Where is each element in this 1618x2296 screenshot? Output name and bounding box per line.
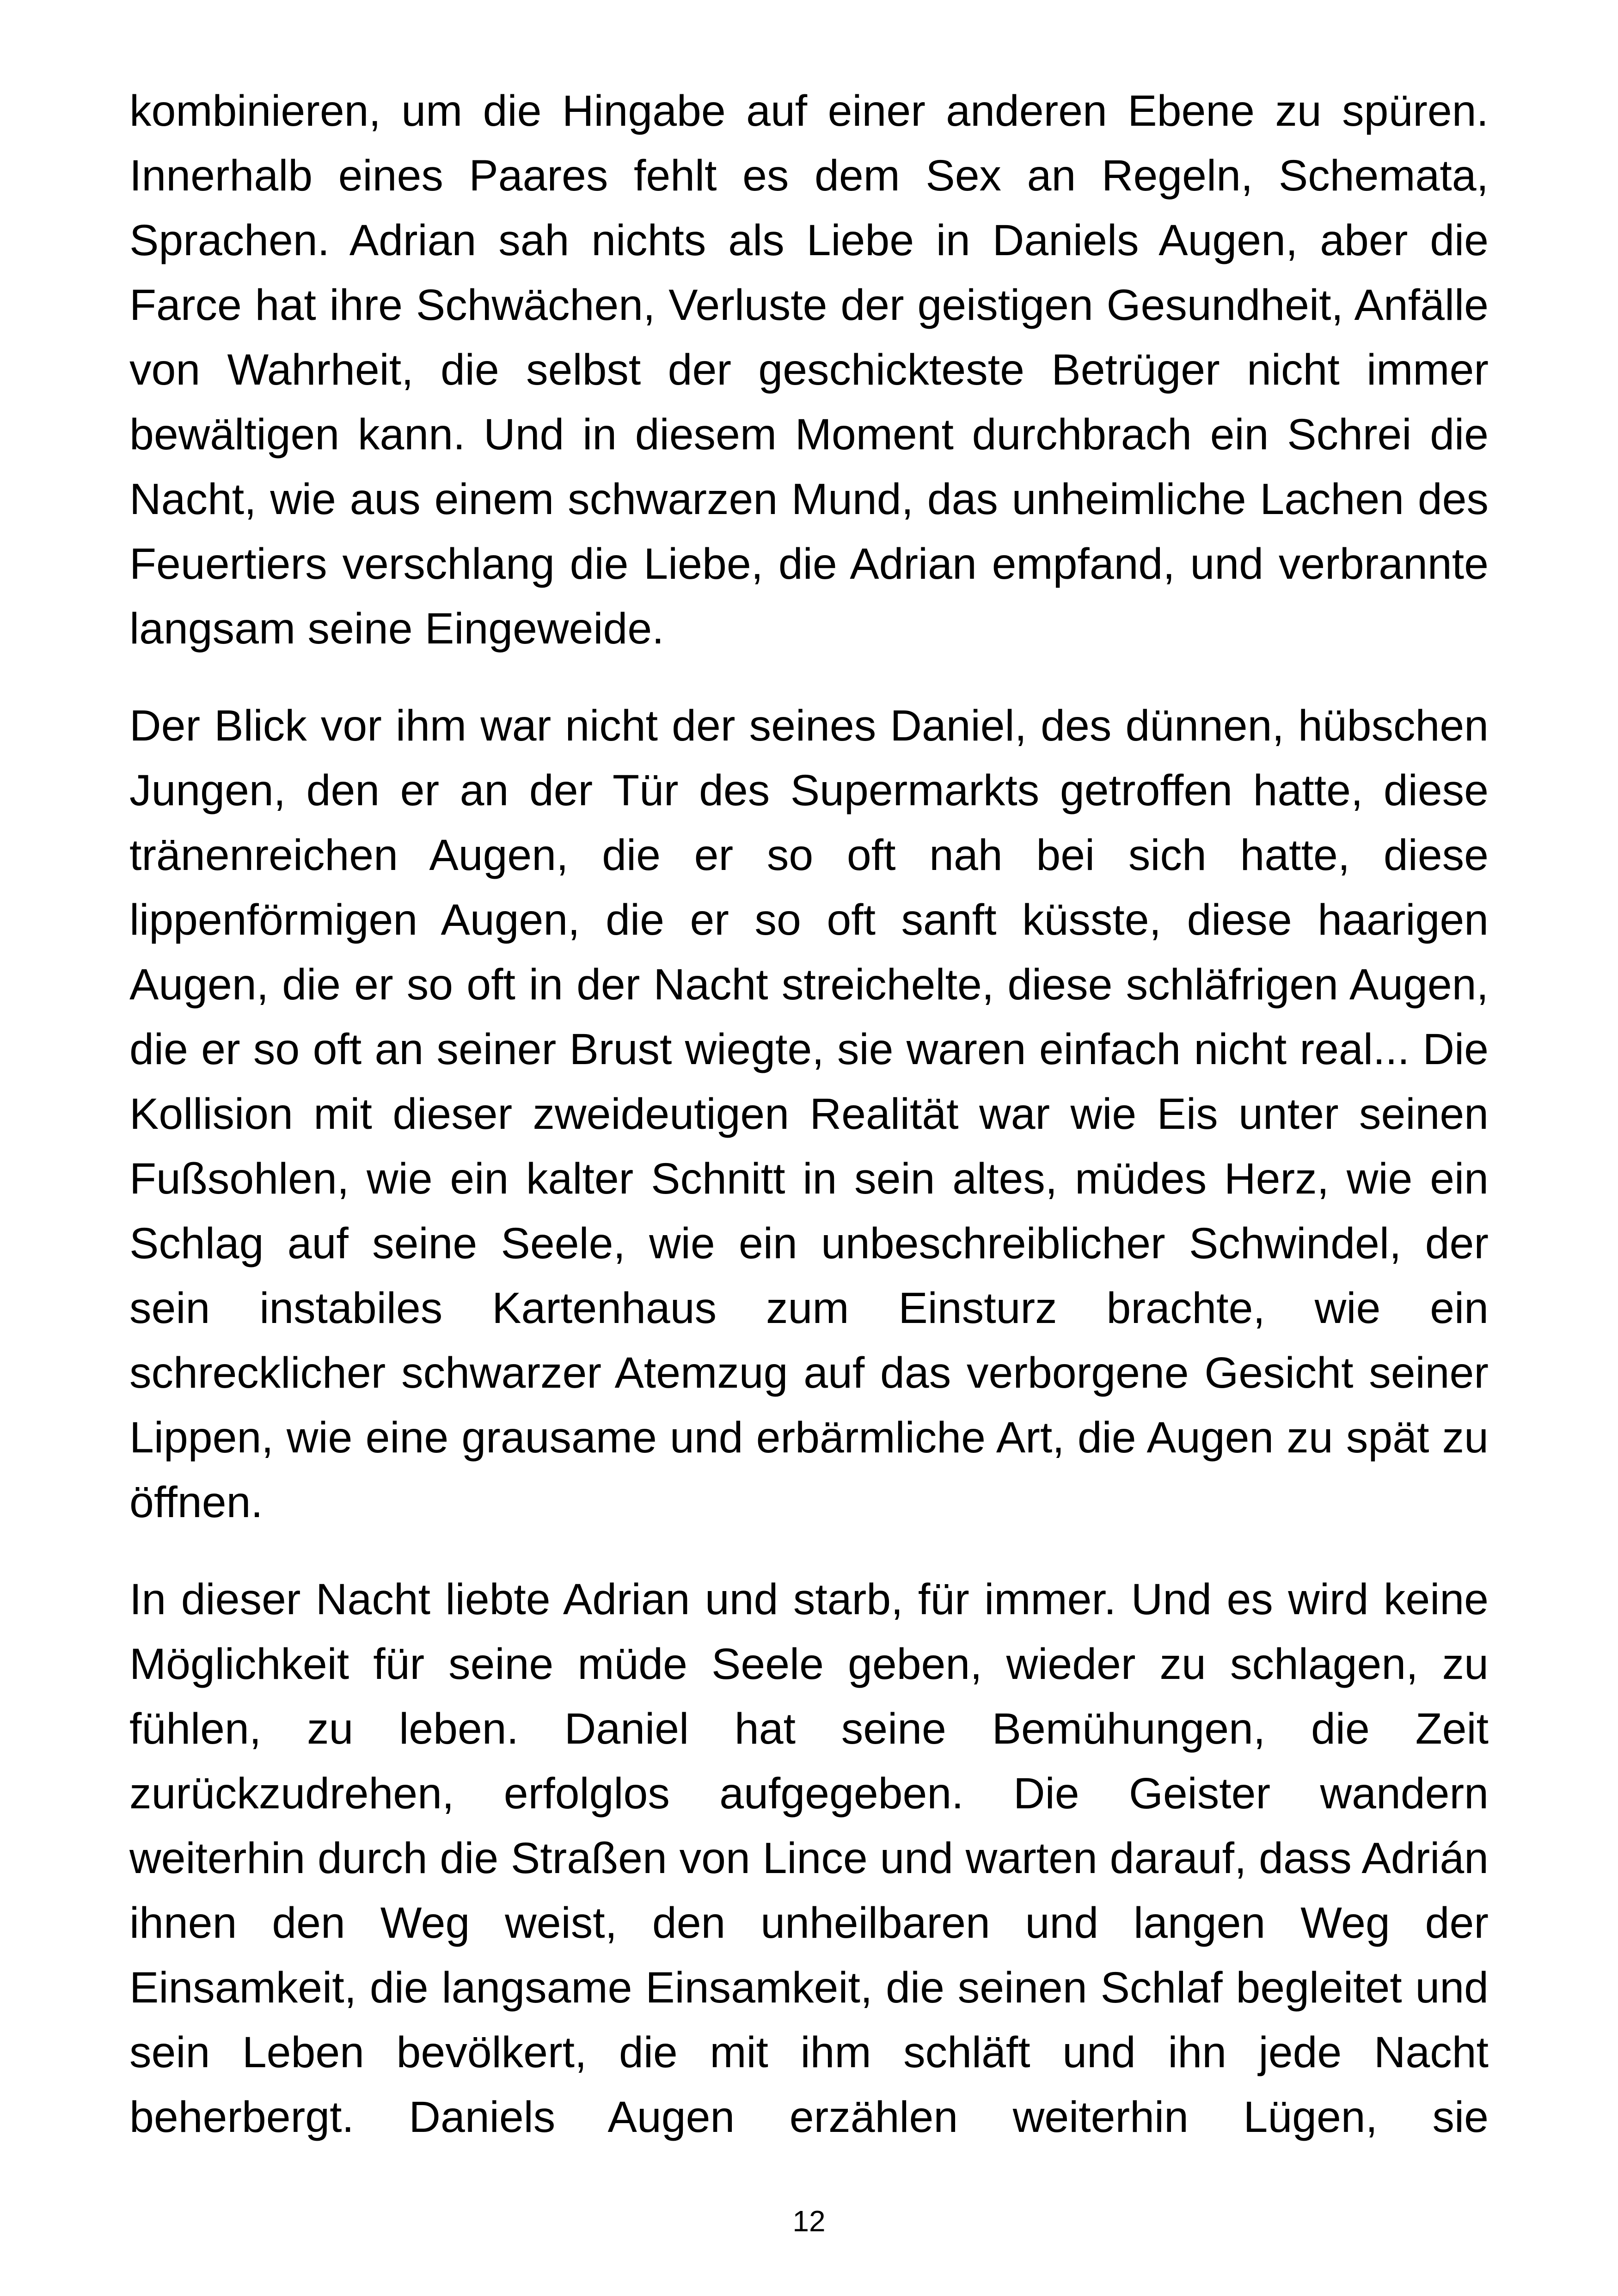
paragraph-1: kombinieren, um die Hingabe auf einer anderen Ebene zu spüren. Innerhalb eines Paares fehlt es dem Sex an Regeln, Schemata, Sprachen. Adrian sah nichts als Liebe in Daniels Augen, aber die Farce hat ihre Schwächen, Verluste der geistigen Gesundheit, Anfälle von Wahrheit, die selbst der geschickteste Betrüger nicht immer bewältigen kann. Und in diesem Moment durchbrach ein Schrei die Nacht, wie aus einem schwarzen Mund, das unheimliche Lachen des Feuertiers verschlang die Liebe, die Adrian empfand, und verbrannte langsam seine Eingeweide. [129,86,1489,653]
body-text [129,79,1489,2149]
paragraph-3: In dieser Nacht liebte Adrian und starb, für immer. Und es wird keine Möglichkeit für seine müde Seele geben, wieder zu schlagen, zu fühlen, zu leben. Daniel hat seine Bemühungen, die Zeit zurückzudrehen, erfolglos aufgegeben. Die Geister wandern weiterhin durch die Straßen von Lince und warten darauf, dass Adrián ihnen den Weg weist, den unheilbaren und langen Weg der Einsamkeit, die langsame Einsamkeit, die seinen Schlaf begleitet und sein Leben bevölkert, die mit ihm schläft und ihn jede Nacht beherbergt. Daniels Augen erzählen weiterhin Lügen, sie [129,1575,1489,2142]
page-number: 12 [792,2204,826,2238]
paragraph-2: Der Blick vor ihm war nicht der seines Daniel, des dünnen, hübschen Jungen, den er an der Tür des Supermarkts getroffen hatte, diese tränenreichen Augen, die er so oft nah bei sich hatte, diese lippenförmigen Augen, die er so oft sanft küsste, diese haarigen Augen, die er so oft in der Nacht streichelte, diese schläfrigen Augen, die er so oft an seiner Brust wiegte, sie waren einfach nicht real... Die Kollision mit dieser zweideutigen Realität war wie Eis unter seinen Fußsohlen, wie ein kalter Schnitt in sein altes, müdes Herz, wie ein Schlag auf seine Seele, wie ein unbeschreiblicher Schwindel, der sein instabiles Kartenhaus zum Einsturz brachte, wie ein schrecklicher schwarzer Atemzug auf das verborgene Gesicht seiner Lippen, wie eine grausame und erbärmliche Art, die Augen zu spät zu öffnen. [129,701,1489,1527]
